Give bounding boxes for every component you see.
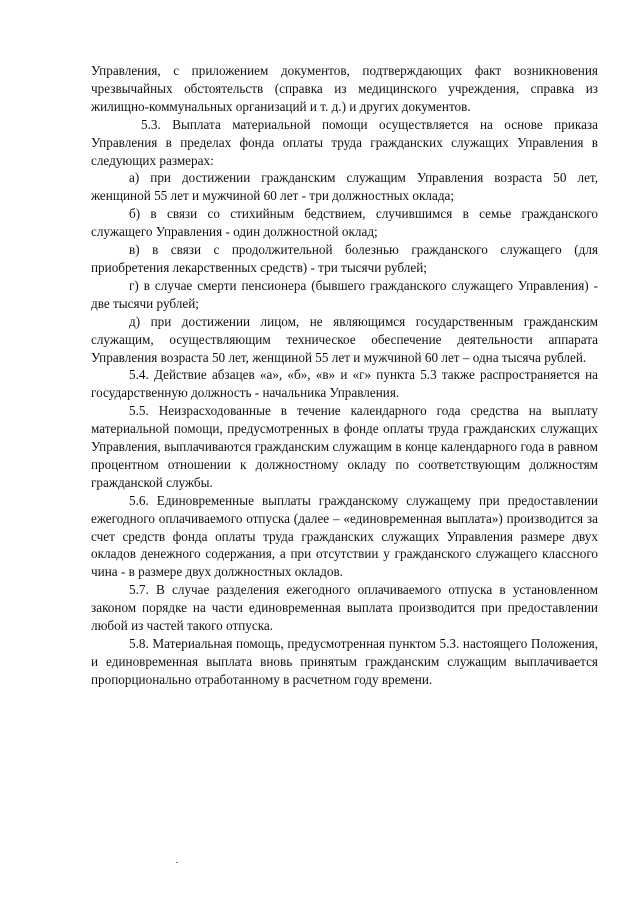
scan-speck [176, 862, 178, 863]
paragraph-5-3-a: а) при достижении гражданским служащим Управления возраста 50 лет, женщиной 55 лет и мужчиной 60 лет - три должностных оклада; [91, 170, 598, 204]
paragraph-5-3-b: б) в связи со стихийным бедствием, случившимся в семье гражданского служащего Управления - один должностной оклад; [91, 206, 598, 240]
paragraph-continuation: Управления, с приложением документов, подтверждающих факт возникновения чрезвычайных обстоятельств (справка из медицинского учреждения, справка из жилищно-коммунальных организаций и т. д.) и других документов. [91, 63, 598, 114]
paragraph-5-3-g: г) в случае смерти пенсионера (бывшего гражданского служащего Управления) - две тысячи рублей; [91, 277, 598, 311]
document-page [91, 62, 598, 689]
paragraph-5-8: 5.8. Материальная помощь, предусмотренная пунктом 5.3. настоящего Положения, и единовременная выплата вновь принятым гражданским служащим выплачивается пропорционально отработанному в расчетном году времени. [91, 636, 598, 687]
paragraph-5-6: 5.6. Единовременные выплаты гражданскому служащему при предоставлении ежегодного оплачиваемого отпуска (далее – «единовременная выплата») производится за счет средств фонда оплаты труда гражданских служащих Управления размере двух окладов денежного содержания, а при отсутствии у гражданского служащего классного чина - в размере двух должностных окладов. [91, 492, 598, 580]
paragraph-5-3: 5.3. Выплата материальной помощи осуществляется на основе приказа Управления в пределах фонда оплаты труда гражданских служащих Управления в следующих размерах: [91, 116, 598, 168]
paragraph-5-4: 5.4. Действие абзацев «а», «б», «в» и «г» пункта 5.3 также распространяется на государственную должность - начальника Управления. [91, 367, 598, 401]
paragraph-5-3-v: в) в связи с продолжительной болезнью гражданского служащего (для приобретения лекарственных средств) - три тысячи рублей; [91, 242, 598, 275]
paragraph-5-3-d: д) при достижении лицом, не являющимся государственным гражданским служащим, осуществляющим техническое обеспечение деятельности аппарата Управления возраста 50 лет, женщиной 55 лет и мужчиной 60 лет – одна тысяча рублей. [91, 313, 598, 365]
paragraph-5-5: 5.5. Неизрасходованные в течение календарного года средства на выплату материальной помощи, предусмотренных в фонде оплаты труда гражданских служащих Управления, выплачиваются гражданским служащим в конце календарного года в равном процентном отношении к должностному окладу по соответствующим должностям гражданской службы. [91, 403, 598, 490]
paragraph-5-7: 5.7. В случае разделения ежегодного оплачиваемого отпуска в установленном законом порядке на части единовременная выплата производится при предоставлении любой из частей такого отпуска. [91, 582, 598, 634]
